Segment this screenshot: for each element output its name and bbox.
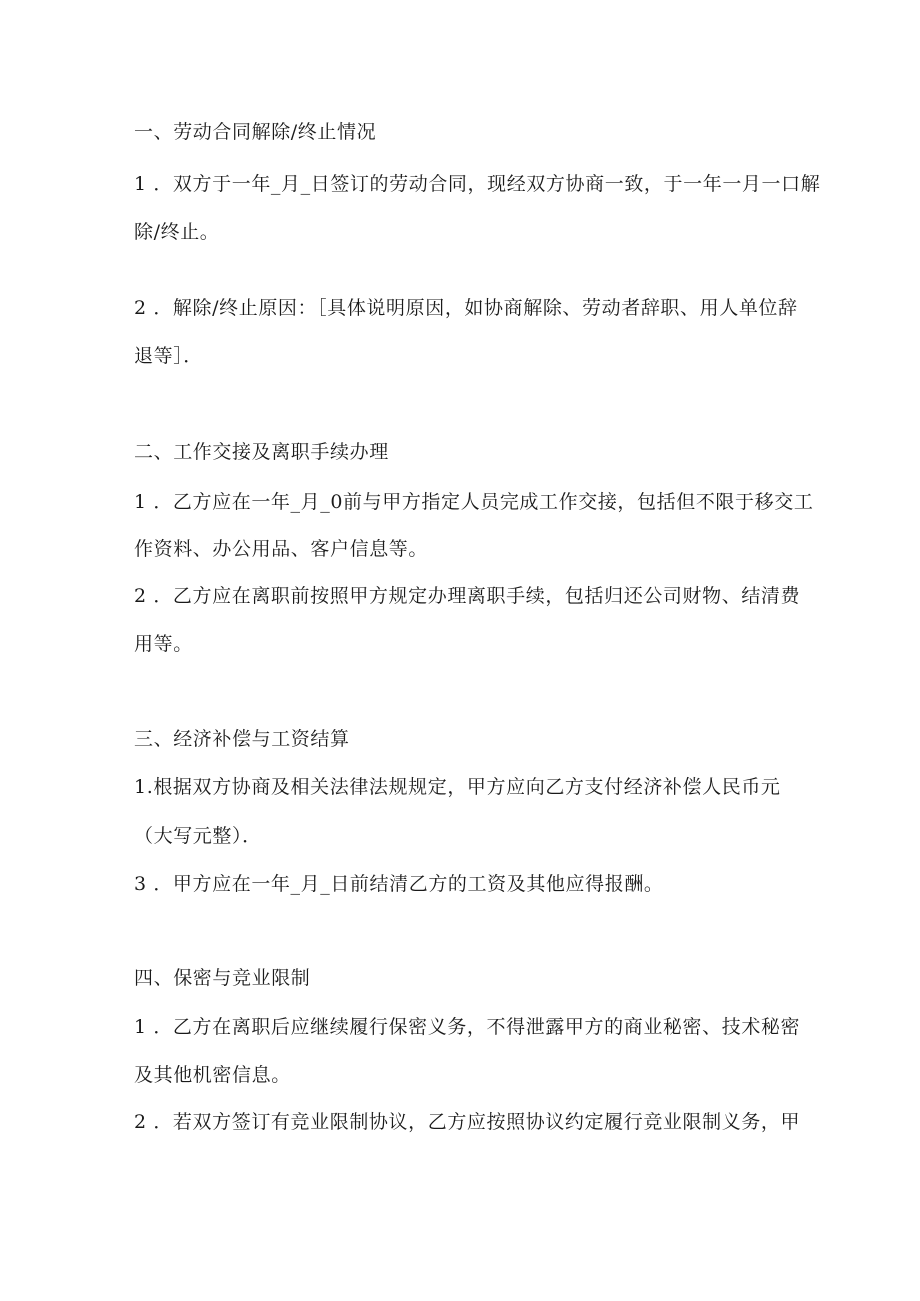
paragraph-line: 1 ．乙方应在一年_月_0前与甲方指定人员完成工作交接，包括但不限于移交工 bbox=[134, 491, 814, 513]
section-heading: 三、经济补偿与工资结算 bbox=[134, 728, 350, 750]
paragraph-line: 1 ．乙方在离职后应继续履行保密义务，不得泄露甲方的商业秘密、技术秘密 bbox=[134, 1016, 801, 1038]
section-heading: 一、劳动合同解除/终止情况 bbox=[134, 121, 377, 143]
section-heading: 二、工作交接及离职手续办理 bbox=[134, 441, 389, 463]
paragraph-line: 退等］． bbox=[134, 345, 203, 367]
paragraph-line: 作资料、办公用品、客户信息等。 bbox=[134, 538, 429, 560]
paragraph-line: 3 ．甲方应在一年_月_日前结清乙方的工资及其他应得报酬。 bbox=[134, 873, 664, 895]
paragraph-line: （大写元整）． bbox=[134, 825, 262, 847]
paragraph-line: 除/终止。 bbox=[134, 221, 220, 243]
paragraph-line: 1 ．双方于一年_月_日签订的劳动合同，现经双方协商一致，于一年一月一口解 bbox=[134, 173, 821, 195]
section-heading: 四、保密与竞业限制 bbox=[134, 967, 311, 989]
paragraph-line: 及其他机密信息。 bbox=[134, 1064, 291, 1086]
paragraph-line: 用等。 bbox=[134, 633, 193, 655]
paragraph-line: 2 ．解除/终止原因：［具体说明原因，如协商解除、劳动者辞职、用人单位辞 bbox=[134, 297, 798, 319]
paragraph-line: 2 ．若双方签订有竞业限制协议，乙方应按照协议约定履行竞业限制义务，甲 bbox=[134, 1111, 801, 1133]
paragraph-line: 1.根据双方协商及相关法律法规规定，甲方应向乙方支付经济补偿人民币元 bbox=[134, 776, 781, 798]
paragraph-line: 2 ．乙方应在离职前按照甲方规定办理离职手续，包括归还公司财物、结清费 bbox=[134, 585, 801, 607]
